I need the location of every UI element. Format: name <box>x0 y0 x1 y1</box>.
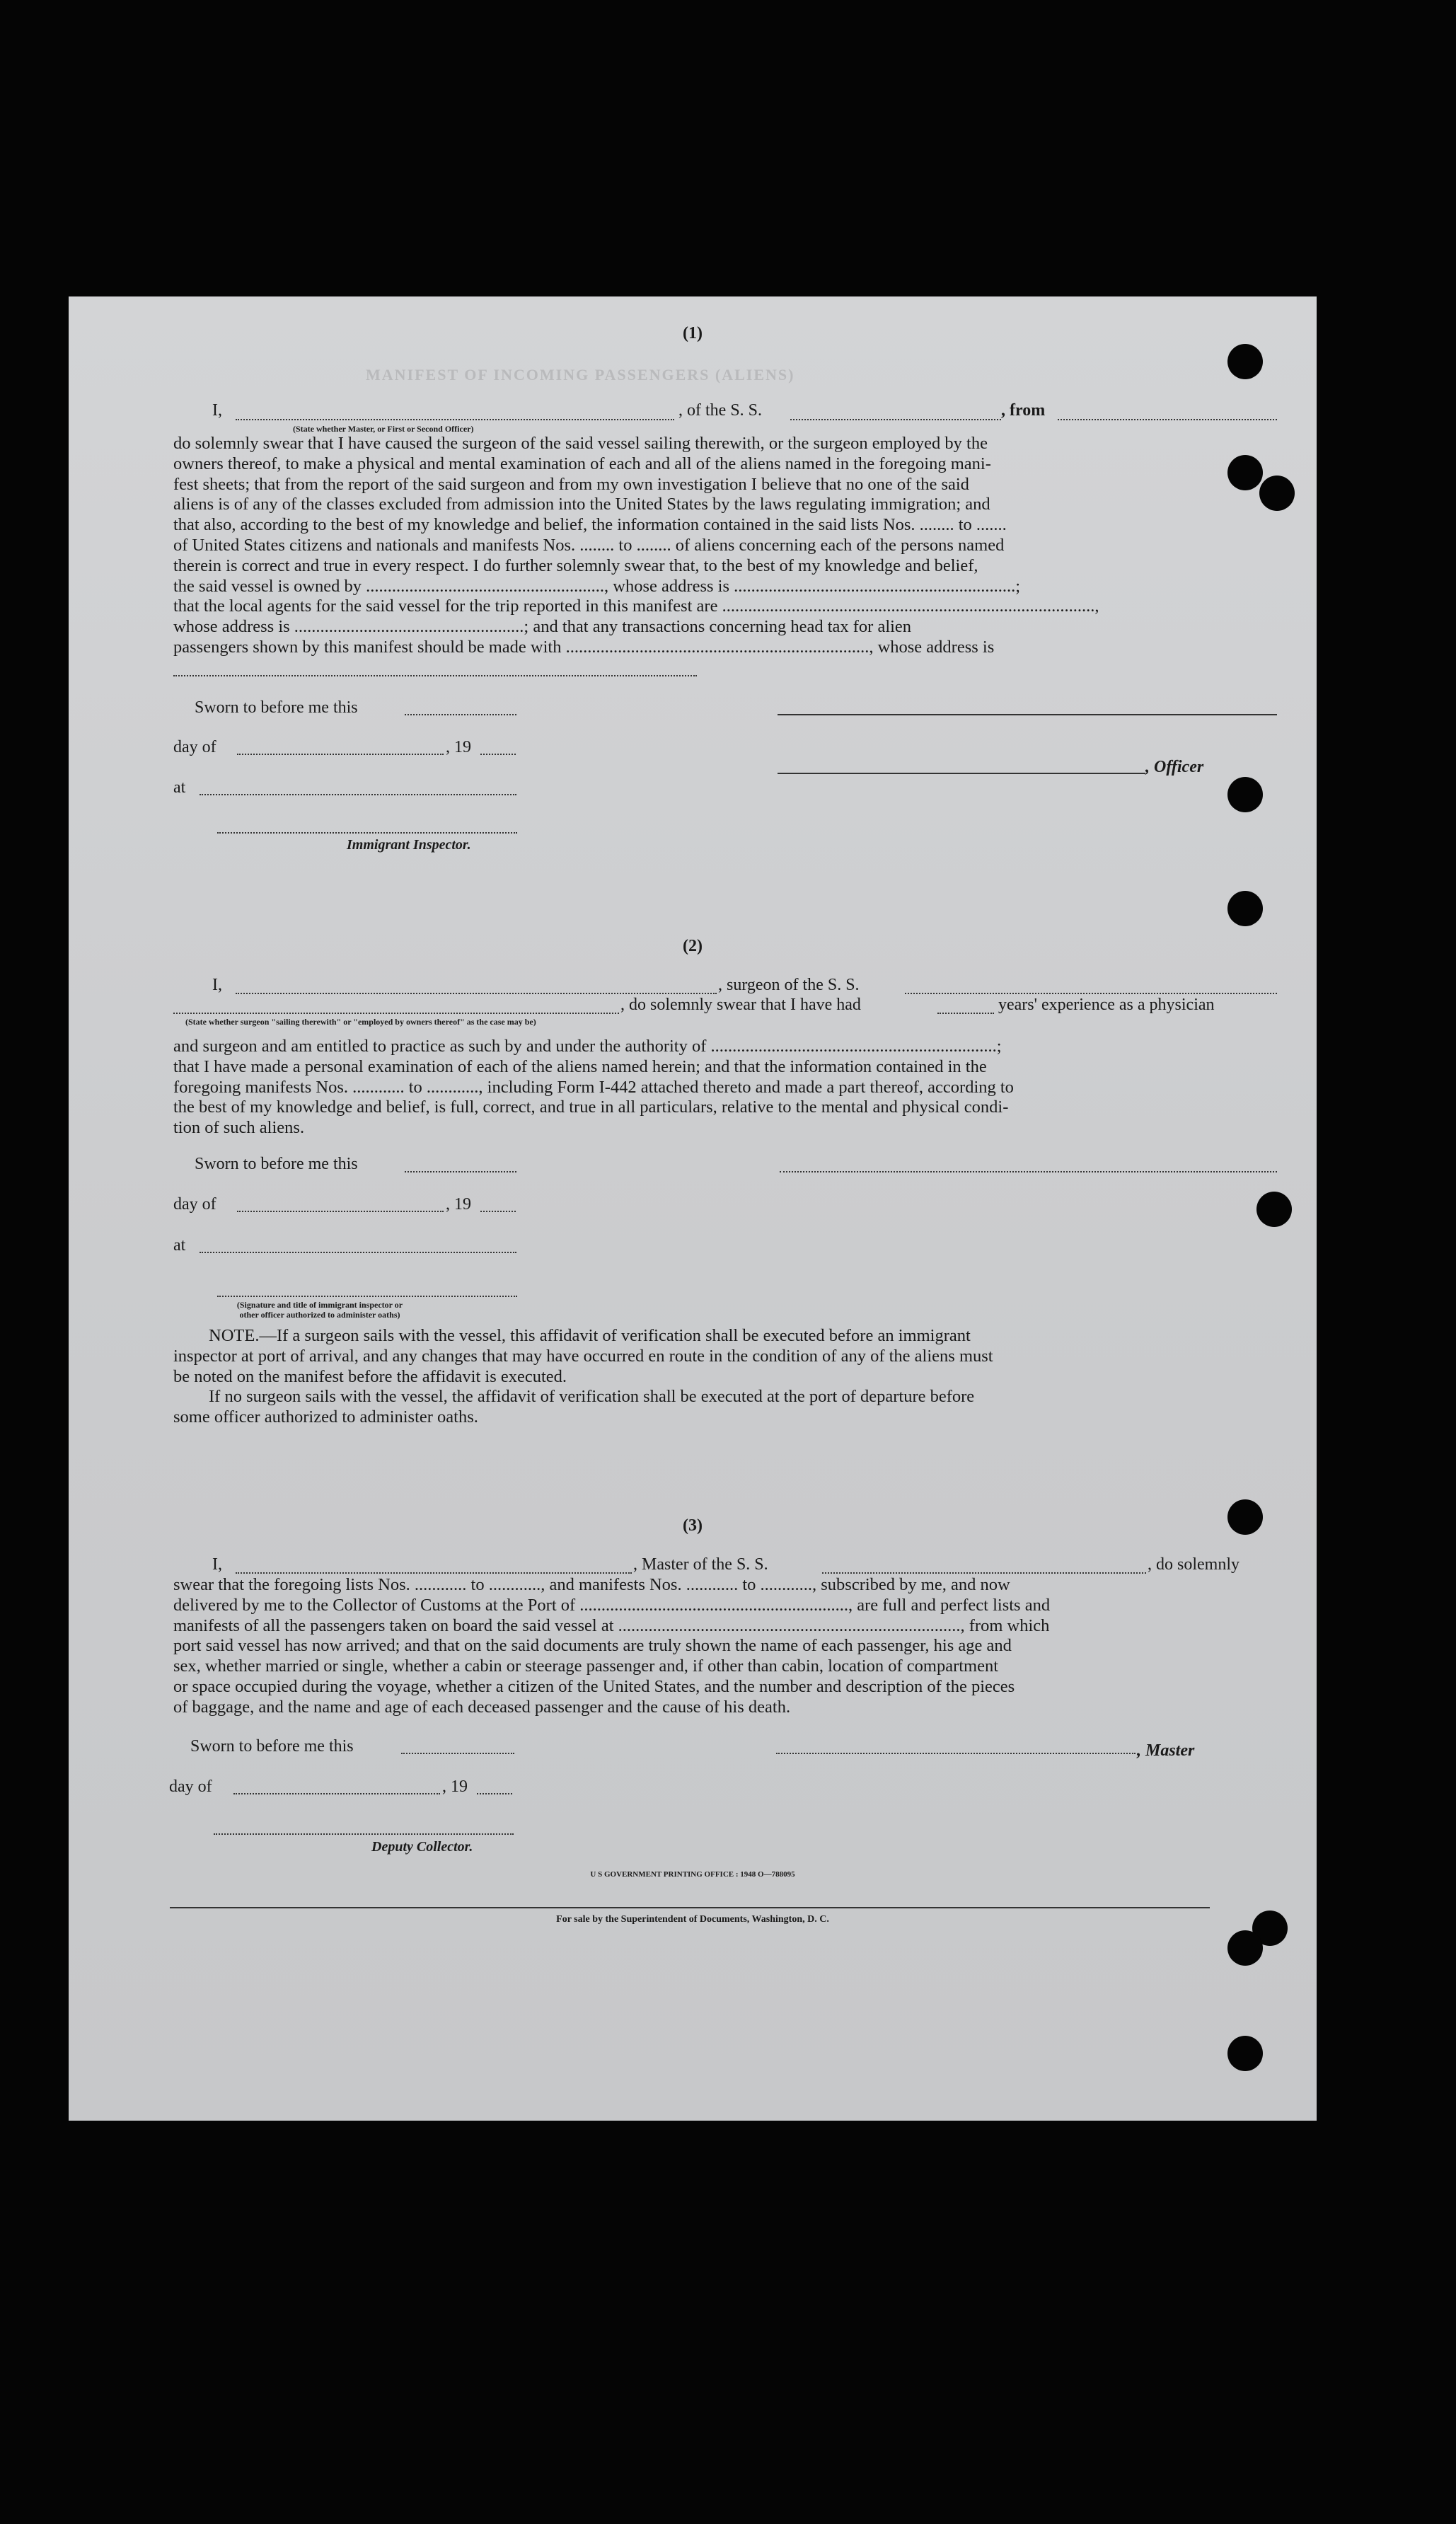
s2-surgeon-signature-blank <box>780 1171 1277 1172</box>
section-3-number: (3) <box>683 1516 703 1535</box>
s2-line: the best of my knowledge and belief, is full, correct, and true in all particulars, relative to the mental and physical condi- <box>173 1097 1009 1117</box>
s3-master-label: , Master of the S. S. <box>633 1555 768 1574</box>
punch-hole <box>1259 476 1295 511</box>
s2-line: foregoing manifests Nos. ............ to ............, including Form I-442 attached thereto and made a part thereof, according to <box>173 1077 1014 1097</box>
s3-year-label: , 19 <box>442 1777 468 1796</box>
s1-i-label: I, <box>212 401 222 420</box>
s2-sig-caption-1: (Signature and title of immigrant inspector or <box>236 1300 403 1310</box>
s2-years-blank <box>937 1013 994 1014</box>
s3-master-name-blank <box>236 1572 632 1574</box>
s2-at-blank <box>200 1252 516 1253</box>
s1-line: passengers shown by this manifest should be made with ......................................................................, whose address is <box>173 637 995 657</box>
s2-surgeon-label: , surgeon of the S. S. <box>718 976 860 994</box>
s2-note-line: be noted on the manifest before the affidavit is executed. <box>173 1366 567 1386</box>
punch-hole <box>1227 344 1263 379</box>
s2-note-line: some officer authorized to administer oaths. <box>173 1407 478 1427</box>
s2-note-line: inspector at port of arrival, and any changes that may have occurred en route in the condition of any of the aliens must <box>173 1346 993 1366</box>
s2-inspector-signature-blank <box>217 1296 517 1297</box>
s2-sig-caption-2: other officer authorized to administer oaths) <box>239 1310 400 1320</box>
s1-line: that the local agents for the said vessel for the trip reported in this manifest are ......................................................................................, <box>173 597 1099 616</box>
s3-day-blank <box>233 1793 440 1794</box>
punch-hole <box>1256 1192 1292 1227</box>
bleed-through-text: MANIFEST OF INCOMING PASSENGERS (ALIENS) <box>366 366 795 384</box>
s2-note-line: NOTE.—If a surgeon sails with the vessel, this affidavit of verification shall be executed before an immigrant <box>209 1326 971 1345</box>
s1-officer-label: , Officer <box>1145 758 1204 776</box>
s1-year-blank <box>480 754 516 755</box>
s1-from-label: , from <box>1001 401 1046 420</box>
s2-line: that I have made a personal examination of each of the aliens named herein; and that the information contained in the <box>173 1056 987 1076</box>
sale-notice: For sale by the Superintendent of Documents, Washington, D. C. <box>556 1914 829 1925</box>
s2-note-line: If no surgeon sails with the vessel, the affidavit of verification shall be executed at the port of departure before <box>209 1387 975 1407</box>
s1-oath-paragraph <box>173 434 1280 658</box>
s1-inspector-signature-blank <box>217 832 517 834</box>
s2-i-label: I, <box>212 976 222 994</box>
s2-sworn-blank <box>405 1171 516 1172</box>
gpo-imprint: U S GOVERNMENT PRINTING OFFICE : 1948 O—788095 <box>590 1870 795 1879</box>
s3-ship-name-blank <box>822 1572 1146 1574</box>
footer-rule <box>170 1907 1210 1908</box>
s3-i-label: I, <box>212 1555 222 1574</box>
s3-sworn-label: Sworn to before me this <box>190 1737 354 1756</box>
s2-year-blank <box>480 1211 516 1212</box>
s1-line: aliens is of any of the classes excluded from admission into the United States by the laws regulating immigration; and <box>173 495 990 514</box>
s1-line: fest sheets; that from the report of the said surgeon and from my own investigation I believe that no one of the said <box>173 474 969 494</box>
s2-subcaption: (State whether surgeon "sailing therewith" or "employed by owners thereof" as the case may be) <box>185 1017 536 1027</box>
s3-solemnly-label: , do solemnly <box>1148 1555 1240 1574</box>
s1-officer-name-blank <box>236 419 674 420</box>
s1-line: do solemnly swear that I have caused the surgeon of the said vessel sailing therewith, or the surgeon employed by the <box>173 434 988 453</box>
s1-of-ss-label: , of the S. S. <box>678 401 763 420</box>
s1-from-port-blank <box>1058 419 1277 420</box>
s3-master-title: , Master <box>1137 1741 1195 1760</box>
s3-deputy-label: Deputy Collector. <box>371 1839 473 1855</box>
s2-sworn-label: Sworn to before me this <box>195 1155 358 1173</box>
s2-surgeon-name-blank <box>236 993 717 994</box>
punch-hole <box>1227 891 1263 926</box>
s1-sworn-blank <box>405 714 516 715</box>
s3-line: manifests of all the passengers taken on board the said vessel at ..............................................................................., from which <box>173 1615 1050 1635</box>
s2-line: and surgeon and am entitled to practice as such by and under the authority of ..................................................................; <box>173 1037 1002 1056</box>
s2-at-label: at <box>173 1236 186 1255</box>
s1-ship-name-blank <box>790 419 1001 420</box>
s1-sworn-label: Sworn to before me this <box>195 698 358 717</box>
s3-line: swear that the foregoing lists Nos. ............ to ............, and manifests Nos. ............ to ............, subscribed by me, and now <box>173 1575 1010 1594</box>
s3-line: sex, whether married or single, whether a cabin or steerage passenger and, if other than cabin, location of compartment <box>173 1656 999 1676</box>
punch-hole <box>1227 2036 1263 2071</box>
s2-swear-label: , do solemnly swear that I have had <box>620 996 861 1014</box>
s3-line: delivered by me to the Collector of Customs at the Port of .............................................................., are full and perfect lists and <box>173 1595 1051 1615</box>
s3-line: of baggage, and the name and age of each deceased passenger and the cause of his death. <box>173 1697 791 1717</box>
s1-officer-title-line <box>778 773 1145 774</box>
s2-ship-name-blank <box>905 993 1277 994</box>
s2-line: tion of such aliens. <box>173 1118 305 1138</box>
s1-day-of-label: day of <box>173 738 216 756</box>
s2-oath-paragraph <box>173 1037 1280 1139</box>
s2-day-blank <box>237 1211 444 1212</box>
s1-line: owners thereof, to make a physical and mental examination of each and all of the aliens named in the foregoing mani- <box>173 454 991 473</box>
punch-hole <box>1227 777 1263 812</box>
punch-hole <box>1227 1499 1263 1535</box>
s3-line: port said vessel has now arrived; and that on the said documents are truly shown the name of each passenger, his age and <box>173 1636 1012 1656</box>
s3-collector-signature-blank <box>214 1833 514 1835</box>
section-2-number: (2) <box>683 937 703 955</box>
s1-line: whose address is .....................................................; and that any transactions concerning head tax for alien <box>173 617 912 637</box>
s1-day-blank <box>237 754 444 755</box>
s1-line: the said vessel is owned by ......................................................., whose address is .................................................................; <box>173 576 1021 596</box>
punch-hole <box>1227 1930 1263 1966</box>
punch-hole <box>1227 455 1263 490</box>
s1-address-continuation-blank <box>173 675 697 676</box>
s2-years-label: years' experience as a physician <box>998 996 1215 1014</box>
s1-at-label: at <box>173 778 186 797</box>
s3-oath-paragraph <box>173 1575 1280 1718</box>
s3-master-signature-blank <box>776 1753 1136 1754</box>
s1-officer-signature-line <box>778 714 1277 715</box>
s2-sailing-status-blank <box>173 1013 619 1014</box>
s1-line: that also, according to the best of my knowledge and belief, the information contained in the said lists Nos. ........ to ....... <box>173 515 1007 535</box>
s1-inspector-label: Immigrant Inspector. <box>347 837 471 853</box>
s1-line: therein is correct and true in every respect. I do further solemnly swear that, to the best of my knowledge and belief, <box>173 555 978 575</box>
s3-year-blank <box>477 1793 512 1794</box>
s3-line: or space occupied during the voyage, whether a citizen of the United States, and the number and description of the pieces <box>173 1676 1015 1696</box>
s3-day-of-label: day of <box>169 1777 212 1796</box>
s1-at-blank <box>200 794 516 795</box>
s1-subcaption: (State whether Master, or First or Second Officer) <box>293 424 474 434</box>
manifest-back-page <box>69 296 1317 2121</box>
s2-note-paragraph <box>173 1326 1280 1428</box>
s3-sworn-blank <box>401 1753 514 1754</box>
s1-line: of United States citizens and nationals and manifests Nos. ........ to ........ of aliens concerning each of the persons named <box>173 535 1005 555</box>
s2-day-of-label: day of <box>173 1195 216 1214</box>
section-1-number: (1) <box>683 324 703 342</box>
s2-year-label: , 19 <box>446 1195 471 1214</box>
s1-year-label: , 19 <box>446 738 471 756</box>
